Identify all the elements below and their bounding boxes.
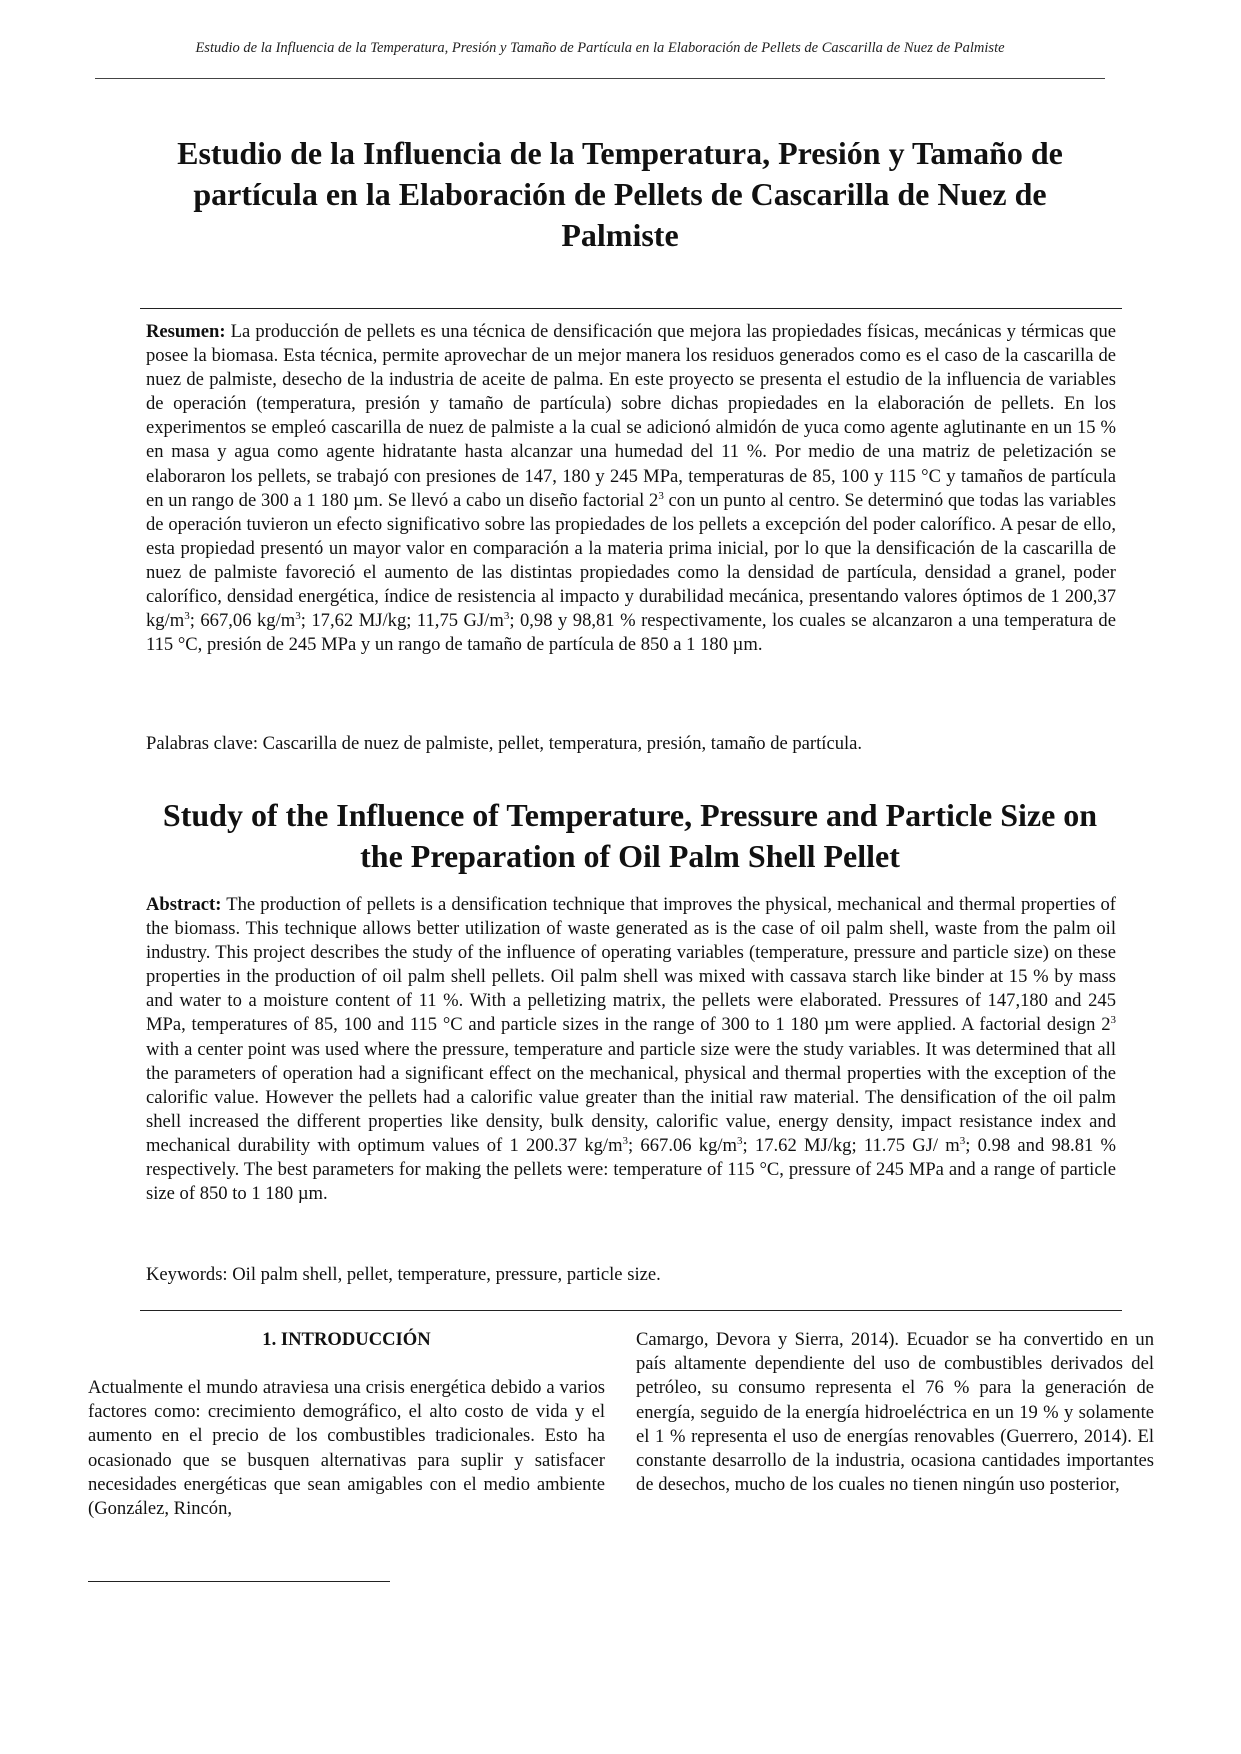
- resumen-text-1: La producción de pellets es una técnica de densificación que mejora las propiedades físicas, mecánicas y térmicas que posee la biomasa. Esta técnica, permite aprovechar de un mejor manera los residuos generados como es el caso de la cascarilla de nuez de palmiste, desecho de la industria de aceite de palma. En este proyecto se presenta el estudio de la influencia de variables de operación (temperatura, presión y tamaño de partícula) sobre dichas propiedades en la elaboración de pellets. En los experimentos se empleó cascarilla de nuez de palmiste a la cual se adicionó almidón de yuca como agente aglutinante en un 15 % en masa y agua como agente hidratante hasta alcanzar una humedad del 11 %. Por medio de una matriz de peletización se elaboraron los pellets, se trabajó con presiones de 147, 180 y 245 MPa, temperaturas de 85, 100 y 115 °C y tamaños de partícula en un rango de 300 a 1 180 µm. Se llevó a cabo un diseño factorial 2: [146, 321, 1116, 511]
- introduction-right-text: Camargo, Devora y Sierra, 2014). Ecuador se ha convertido en un país altamente dependiente del uso de combustibles derivados del petróleo, su consumo representa el 76 % para la generación de energía, seguido de la energía hidroeléctrica en un 19 % y solamente el 1 % representa el uso de energías renovables (Guerrero, 2014). El constante desarrollo de la industria, ocasiona cantidades importantes de desechos, mucho de los cuales no tienen ningún uso posterior,: [636, 1329, 1154, 1496]
- left-column: [88, 1328, 605, 1521]
- title-spanish: Estudio de la Influencia de la Temperatura, Presión y Tamaño de partícula en la Elaboración de Pellets de Cascarilla de Nuez de Palmiste: [177, 135, 1063, 253]
- abstract-text-1: The production of pellets is a densification technique that improves the physical, mechanical and thermal properties of the biomass. This technique allows better utilization of waste generated as is the case of oil palm shell, waste from the palm oil industry. This project describes the study of the influence of operating variables (temperature, pressure and particle size) on these properties in the production of oil palm shell pellets. Oil palm shell was mixed with cassava starch like binder at 15 % by mass and water to a moisture content of 11 %. With a pelletizing matrix, the pellets were elaborated. Pressures of 147,180 and 245 MPa, temperatures of 85, 100 and 115 °C and particle sizes in the range of 300 to 1 180 µm were applied. A factorial design 2: [146, 894, 1116, 1036]
- abstract-text-5: ; 0.98 and 98.81 % respectively. The best parameters for making the pellets were: temperature of 115 °C, pressure of 245 MPa and a range of particle size of 850 to 1 180 µm.: [146, 1134, 1116, 1205]
- right-column: [636, 1328, 1154, 1497]
- resumen-sup-2: 3: [184, 609, 190, 622]
- resumen-label: Resumen:: [146, 321, 226, 342]
- abstract-sup-4: 3: [959, 1134, 966, 1147]
- resumen-text-4: ; 17,62 MJ/kg; 11,75 GJ/m: [300, 610, 504, 632]
- abstract-sup-2: 3: [622, 1134, 629, 1147]
- abstract-bottom-rule: [140, 1310, 1122, 1311]
- footnote-rule: [88, 1581, 390, 1582]
- resumen-sup-3: 3: [295, 609, 301, 622]
- abstract-text-4: ; 17.62 MJ/kg; 11.75 GJ/ m: [742, 1134, 960, 1156]
- resumen-sup-4: 3: [503, 609, 510, 622]
- resumen-paragraph: [146, 320, 1116, 657]
- abstract-paragraph: [146, 893, 1116, 1206]
- abstract-label: Abstract:: [146, 894, 222, 915]
- keywords-spanish: Palabras clave: Cascarilla de nuez de palmiste, pellet, temperatura, presión, tamaño de partícula.: [146, 733, 863, 754]
- abstract-top-rule: [140, 308, 1122, 309]
- title-english: Study of the Influence of Temperature, Pressure and Particle Size on the Preparation of Oil Palm Shell Pellet: [162, 797, 1098, 874]
- resumen-text-5: ; 0,98 y 98,81 % respectivamente, los cuales se alcanzaron a una temperatura de 115 °C, presión de 245 MPa y un rango de tamaño de partícula de 850 a 1 180 µm.: [146, 610, 1116, 656]
- resumen-sup-1: 3: [658, 489, 664, 502]
- section-heading-introduction: 1. INTRODUCCIÓN: [262, 1329, 431, 1350]
- abstract-sup-1: 3: [1110, 1014, 1116, 1027]
- keywords-english: Keywords: Oil palm shell, pellet, temperature, pressure, particle size.: [146, 1264, 661, 1285]
- resumen-text-3: ; 667,06 kg/m: [189, 610, 296, 632]
- abstract-text-3: ; 667.06 kg/m: [628, 1134, 738, 1156]
- abstract-sup-3: 3: [737, 1134, 743, 1147]
- introduction-left-text: Actualmente el mundo atraviesa una crisis energética debido a varios factores como: crecimiento demográfico, el alto costo de vida y el aumento en el precio de los combustibles tradicionales. Esto ha ocasionado que se busquen alternativas para suplir y satisfacer necesidades energéticas que sean amigables con el medio ambiente (González, Rincón,: [88, 1377, 605, 1520]
- resumen-text-2: con un punto al centro. Se determinó que todas las variables de operación tuvieron un efecto significativo sobre las propiedades de los pellets a excepción del poder calorífico. A pesar de ello, esta propiedad presentó un mayor valor en comparación a la materia prima inicial, por lo que la densificación de la cascarilla de nuez de palmiste favoreció el aumento de las distintas propiedades como la densidad de partícula, densidad a granel, poder calorífico, densidad energética, índice de resistencia al impacto y durabilidad mecánica, presentando valores óptimos de 1 200,37 kg/m: [146, 489, 1116, 632]
- abstract-text-2: with a center point was used where the pressure, temperature and particle size were the study variables. It was determined that all the parameters of operation had a significant effect on the mechanical, physical and thermal properties with the exception of the calorific value. However the pellets had a calorific value greater than the initial raw material. The densification of the oil palm shell increased the different properties like density, bulk density, calorific value, energy density, impact resistance index and mechanical durability with optimum values of 1 200.37 kg/m: [146, 1038, 1116, 1156]
- header-rule: [95, 78, 1105, 79]
- running-header: Estudio de la Influencia de la Temperatura, Presión y Tamaño de Partícula en la Elaboración de Pellets de Cascarilla de Nuez de Palmiste: [195, 40, 1005, 56]
